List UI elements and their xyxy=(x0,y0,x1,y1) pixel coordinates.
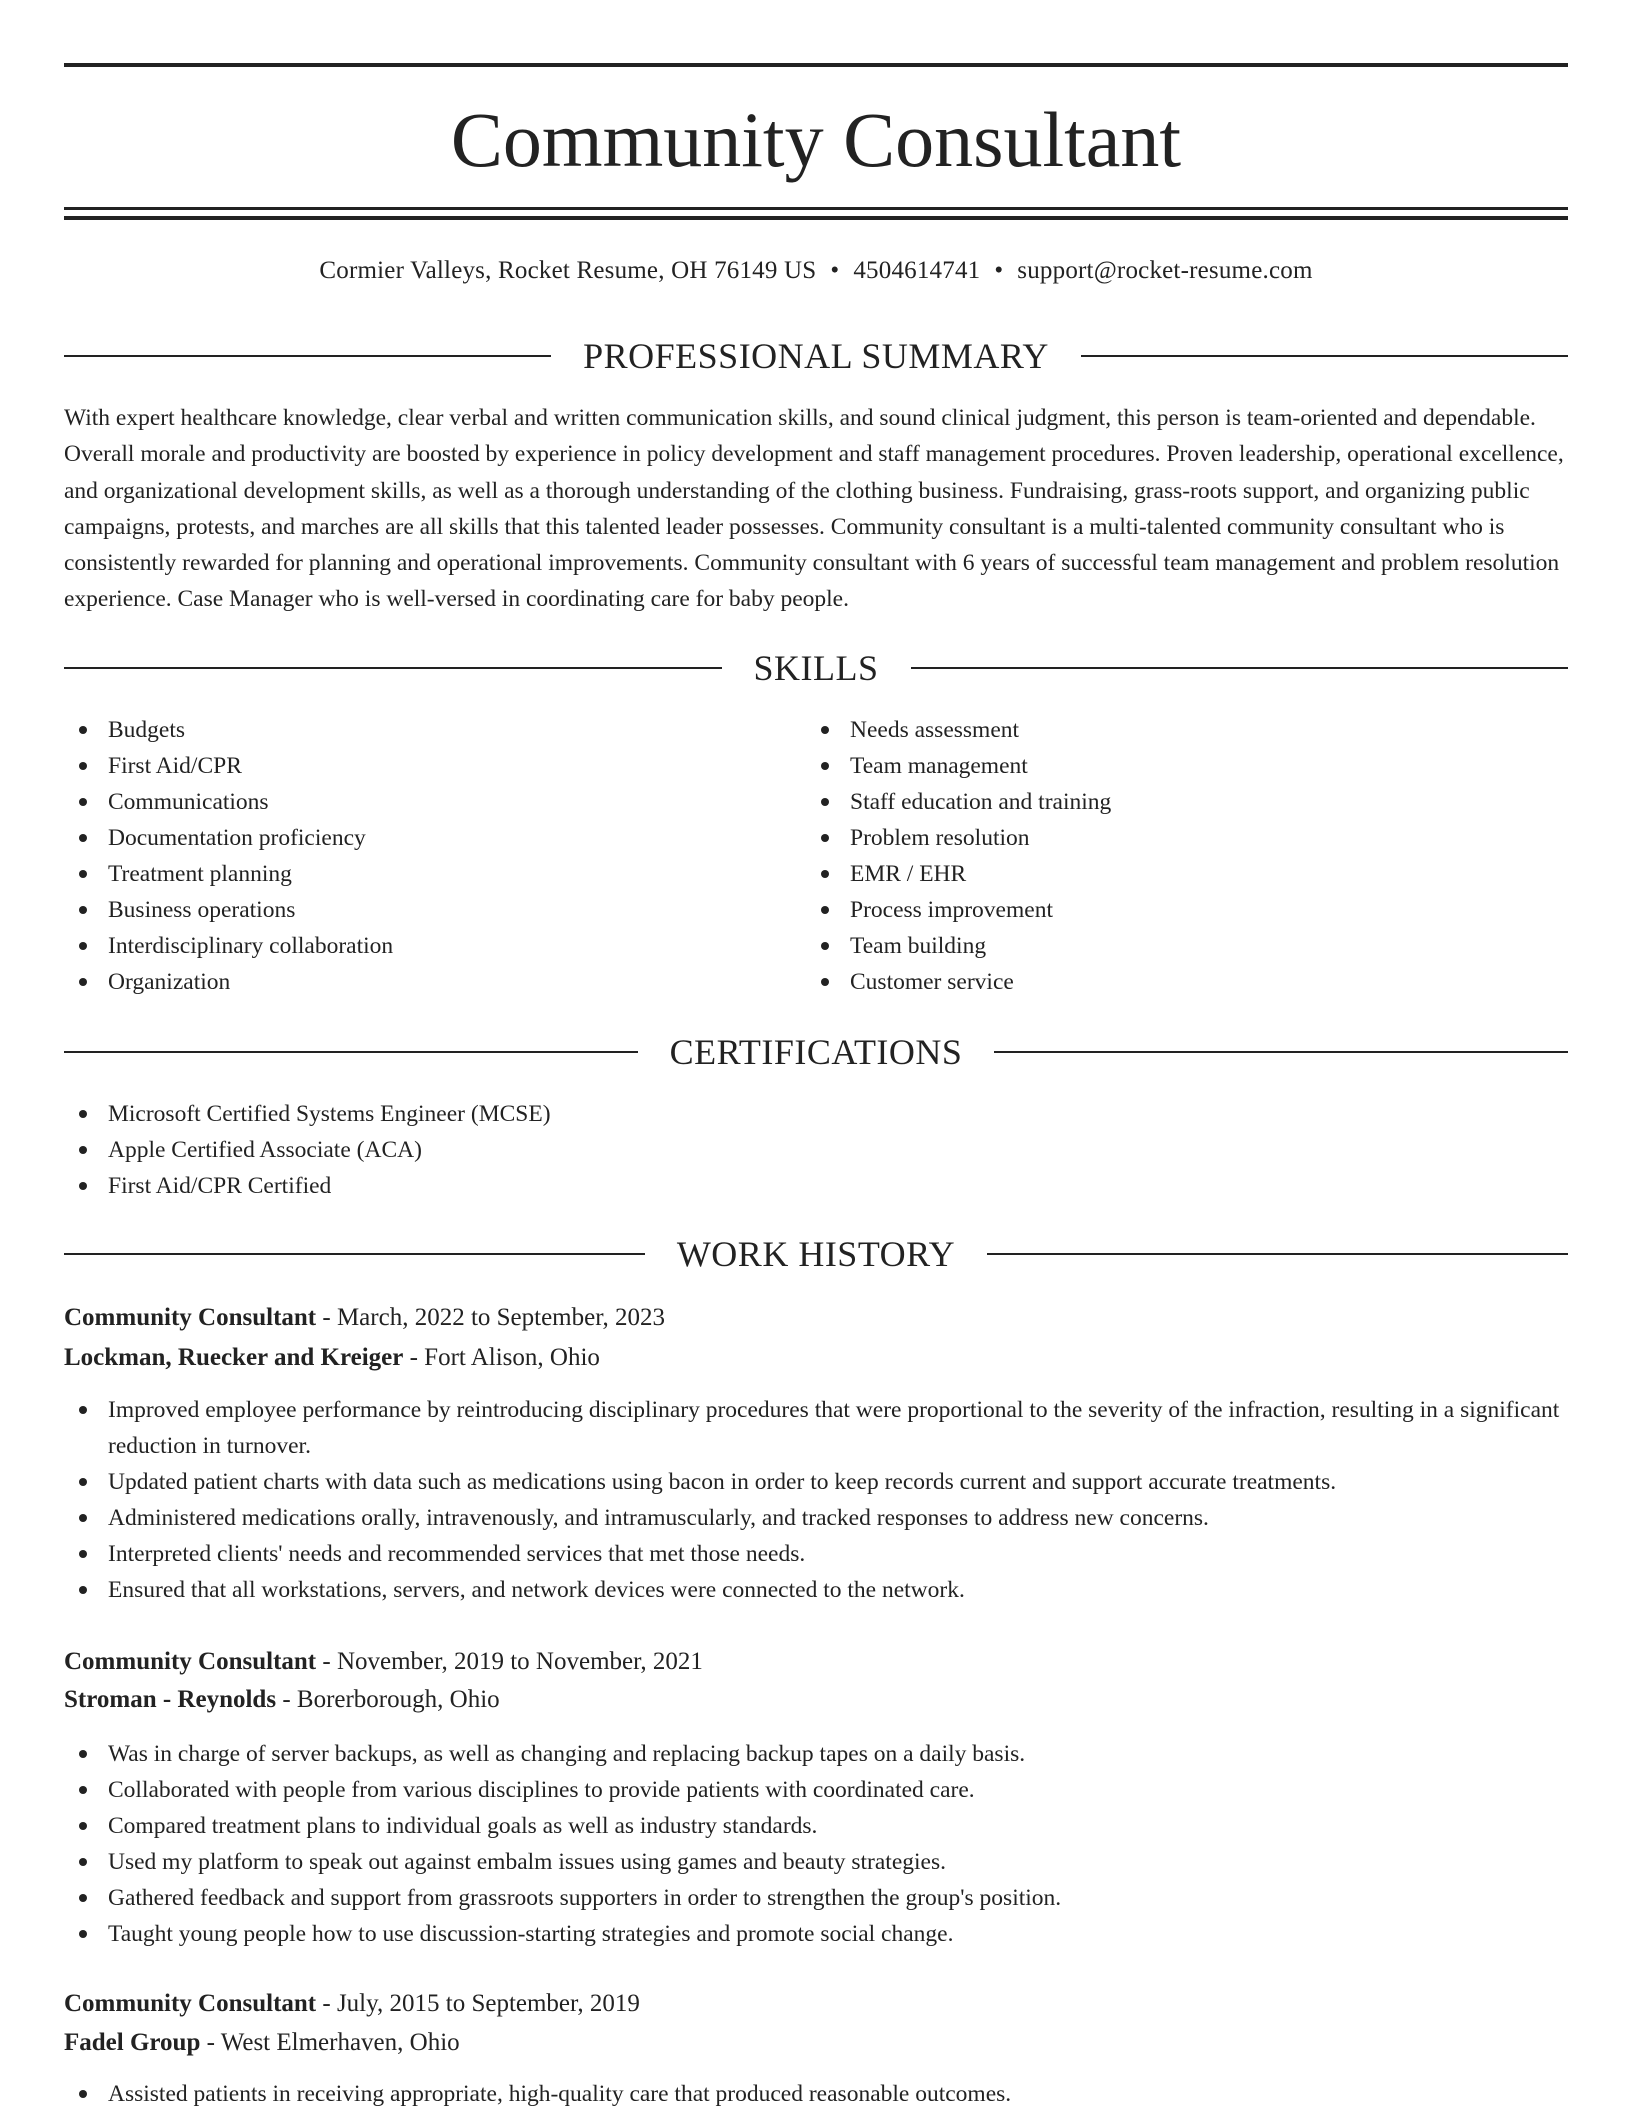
bullet-icon xyxy=(79,1894,87,1902)
bullet-icon xyxy=(821,870,829,878)
bullet-icon xyxy=(821,942,829,950)
job-bullet xyxy=(64,1536,1568,1572)
bullet-icon xyxy=(79,1146,87,1154)
job-bullet-text: Taught young people how to use discussion-starting strategies and promote social change. xyxy=(108,1921,954,1947)
bullet-icon xyxy=(79,1110,87,1118)
section-rule xyxy=(64,667,722,669)
job-company: Lockman, Ruecker and Kreiger xyxy=(64,1344,404,1371)
section-rule xyxy=(64,1051,638,1053)
bullet-icon xyxy=(821,834,829,842)
skill-item xyxy=(64,892,764,928)
job-bullet-text: Improved employee performance by reintroducing disciplinary procedures that were proportional to the severity of the infraction, resulting in a significant reduction in turnover. xyxy=(108,1397,1560,1459)
skill-label: Staff education and training xyxy=(850,789,1112,815)
job-bullet-text: Was in charge of server backups, as well as changing and replacing backup tapes on a daily basis. xyxy=(108,1741,1026,1767)
header-top-rule xyxy=(64,63,1568,67)
bullet-icon xyxy=(79,906,87,914)
section-header-summary xyxy=(64,334,1568,378)
bullet-icon xyxy=(79,1750,87,1758)
bullet-icon xyxy=(821,762,829,770)
section-title: CERTIFICATIONS xyxy=(669,1032,963,1072)
skill-label: Business operations xyxy=(108,897,296,923)
section-header-skills xyxy=(64,646,1568,690)
job-dates: - March, 2022 to September, 2023 xyxy=(316,1304,666,1331)
job-bullet-text: Collaborated with people from various disciplines to provide patients with coordinated care. xyxy=(108,1777,975,1803)
job-dates: - July, 2015 to September, 2019 xyxy=(316,1990,640,2017)
job-company-line xyxy=(64,2025,1568,2061)
skill-label: First Aid/CPR xyxy=(108,753,242,779)
job-bullet xyxy=(64,2076,1568,2112)
header-bottom-rule-thin xyxy=(64,207,1568,210)
skill-item xyxy=(806,964,1506,1000)
section-title: PROFESSIONAL SUMMARY xyxy=(583,336,1049,376)
certification-label: First Aid/CPR Certified xyxy=(108,1173,332,1199)
bullet-icon xyxy=(821,798,829,806)
skill-label: Problem resolution xyxy=(850,825,1030,851)
skill-label: Team building xyxy=(850,933,987,959)
skill-item xyxy=(806,820,1506,856)
job-title-line xyxy=(64,1644,1568,1680)
job-bullet-text: Compared treatment plans to individual goals as well as industry standards. xyxy=(108,1813,818,1839)
bullet-icon xyxy=(79,2090,87,2098)
job-bullet-text: Updated patient charts with data such as medications using bacon in order to keep records current and support accurate treatments. xyxy=(108,1469,1337,1495)
bullet-icon xyxy=(79,1514,87,1522)
skill-label: Interdisciplinary collaboration xyxy=(108,933,394,959)
section-rule xyxy=(994,1051,1568,1053)
skill-item xyxy=(64,820,764,856)
bullet-icon xyxy=(79,942,87,950)
job-bullet xyxy=(64,1844,1568,1880)
section-rule xyxy=(987,1253,1568,1255)
job-bullet xyxy=(64,1392,1568,1464)
bullet-icon xyxy=(79,1586,87,1594)
skill-item xyxy=(806,748,1506,784)
skill-item xyxy=(64,964,764,1000)
skill-item xyxy=(806,892,1506,928)
job-bullet-text: Administered medications orally, intravenously, and intramuscularly, and tracked responses to address new concerns. xyxy=(108,1505,1209,1531)
candidate-name: Community Consultant xyxy=(450,96,1182,183)
job-title: Community Consultant xyxy=(64,1990,317,2017)
bullet-icon xyxy=(79,1406,87,1414)
bullet-icon xyxy=(821,978,829,986)
contact-address: Cormier Valleys, Rocket Resume, OH 76149 US xyxy=(319,257,817,284)
skill-item xyxy=(64,784,764,820)
contact-separator: • xyxy=(994,257,1004,284)
bullet-icon xyxy=(79,1858,87,1866)
certification-item xyxy=(64,1168,1568,1204)
section-rule xyxy=(1081,355,1568,357)
job-company-line xyxy=(64,1340,1568,1376)
job-title-line xyxy=(64,1300,1568,1336)
header-bottom-rule-thick xyxy=(64,216,1568,220)
skill-item xyxy=(64,928,764,964)
job-bullet xyxy=(64,1772,1568,1808)
contact-phone: 4504614741 xyxy=(853,257,981,284)
job-bullets xyxy=(64,1736,1568,1952)
certifications-list xyxy=(64,1096,1568,1204)
certification-item xyxy=(64,1096,1568,1132)
section-header-certifications xyxy=(64,1030,1568,1074)
skill-item xyxy=(64,856,764,892)
section-title: SKILLS xyxy=(753,648,879,688)
skill-item xyxy=(806,928,1506,964)
certification-item xyxy=(64,1132,1568,1168)
bullet-icon xyxy=(79,870,87,878)
job-bullet-text: Used my platform to speak out against embalm issues using games and beauty strategies. xyxy=(108,1849,946,1875)
job-bullet xyxy=(64,1808,1568,1844)
section-rule xyxy=(64,355,551,357)
job-title: Community Consultant xyxy=(64,1648,317,1675)
job-location: - Fort Alison, Ohio xyxy=(403,1344,600,1371)
job-bullets xyxy=(64,1392,1568,1608)
section-header-work-history xyxy=(64,1232,1568,1276)
skill-label: Customer service xyxy=(850,969,1014,995)
job-bullet xyxy=(64,1880,1568,1916)
skill-item xyxy=(806,712,1506,748)
job-company: Stroman - Reynolds xyxy=(64,1686,277,1713)
job-bullet-text: Interpreted clients' needs and recommended services that met those needs. xyxy=(108,1541,806,1567)
skill-label: Communications xyxy=(108,789,269,815)
bullet-icon xyxy=(79,726,87,734)
job-bullets xyxy=(64,2076,1568,2112)
skills-list-right xyxy=(806,712,1506,1000)
certification-label: Apple Certified Associate (ACA) xyxy=(108,1137,422,1163)
job-bullet-text: Ensured that all workstations, servers, and network devices were connected to the network. xyxy=(108,1577,965,1603)
contact-email: support@rocket-resume.com xyxy=(1017,257,1313,284)
bullet-icon xyxy=(79,762,87,770)
skill-label: Documentation proficiency xyxy=(108,825,366,851)
skill-label: Treatment planning xyxy=(108,861,292,887)
skill-label: EMR / EHR xyxy=(850,861,967,887)
certification-label: Microsoft Certified Systems Engineer (MCSE) xyxy=(108,1101,551,1127)
job-bullet-text: Gathered feedback and support from grassroots supporters in order to strengthen the group's position. xyxy=(108,1885,1062,1911)
bullet-icon xyxy=(79,1182,87,1190)
bullet-icon xyxy=(79,1478,87,1486)
job-bullet-text: Assisted patients in receiving appropriate, high-quality care that produced reasonable outcomes. xyxy=(108,2081,1012,2107)
job-bullet xyxy=(64,1500,1568,1536)
bullet-icon xyxy=(79,978,87,986)
job-company-line xyxy=(64,1682,1568,1718)
bullet-icon xyxy=(821,726,829,734)
bullet-icon xyxy=(79,798,87,806)
job-title: Community Consultant xyxy=(64,1304,317,1331)
bullet-icon xyxy=(79,1550,87,1558)
skills-list-left xyxy=(64,712,764,1000)
job-company: Fadel Group xyxy=(64,2029,201,2056)
job-title-line xyxy=(64,1986,1568,2022)
skill-label: Needs assessment xyxy=(850,717,1020,743)
section-rule xyxy=(911,667,1569,669)
bullet-icon xyxy=(79,1822,87,1830)
skill-item xyxy=(64,748,764,784)
bullet-icon xyxy=(79,1786,87,1794)
summary-text: With expert healthcare knowledge, clear verbal and written communication skills, and sound clinical judgment, this person is team-oriented and dependable. Overall morale and productivity are boosted by experience in policy development and staff management procedures. Proven leadership, operational excellence, and organizational development skills, as well as a thorough understanding of the clothing business. Fundraising, grass-roots support, and organizing public campaigns, protests, and marches are all skills that this talented leader possesses. Community consultant is a multi-talented community consultant who is consistently rewarded for planning and operational improvements. Community consultant with 6 years of successful team management and problem resolution experience. Case Manager who is well-versed in coordinating care for baby people. xyxy=(64,405,1564,613)
section-title: WORK HISTORY xyxy=(676,1234,956,1274)
skill-label: Team management xyxy=(850,753,1028,779)
skill-item xyxy=(64,712,764,748)
job-bullet xyxy=(64,1736,1568,1772)
skill-label: Organization xyxy=(108,969,231,995)
skill-label: Budgets xyxy=(108,717,186,743)
job-dates: - November, 2019 to November, 2021 xyxy=(316,1648,703,1675)
skill-item xyxy=(806,856,1506,892)
job-bullet xyxy=(64,1572,1568,1608)
contact-separator: • xyxy=(830,257,840,284)
bullet-icon xyxy=(79,1930,87,1938)
job-location: - Borerborough, Ohio xyxy=(276,1686,500,1713)
job-bullet xyxy=(64,1916,1568,1952)
job-location: - West Elmerhaven, Ohio xyxy=(200,2029,460,2056)
contact-line xyxy=(64,254,1568,288)
skill-item xyxy=(806,784,1506,820)
job-bullet xyxy=(64,1464,1568,1500)
section-rule xyxy=(64,1253,645,1255)
bullet-icon xyxy=(821,906,829,914)
skill-label: Process improvement xyxy=(850,897,1053,923)
bullet-icon xyxy=(79,834,87,842)
